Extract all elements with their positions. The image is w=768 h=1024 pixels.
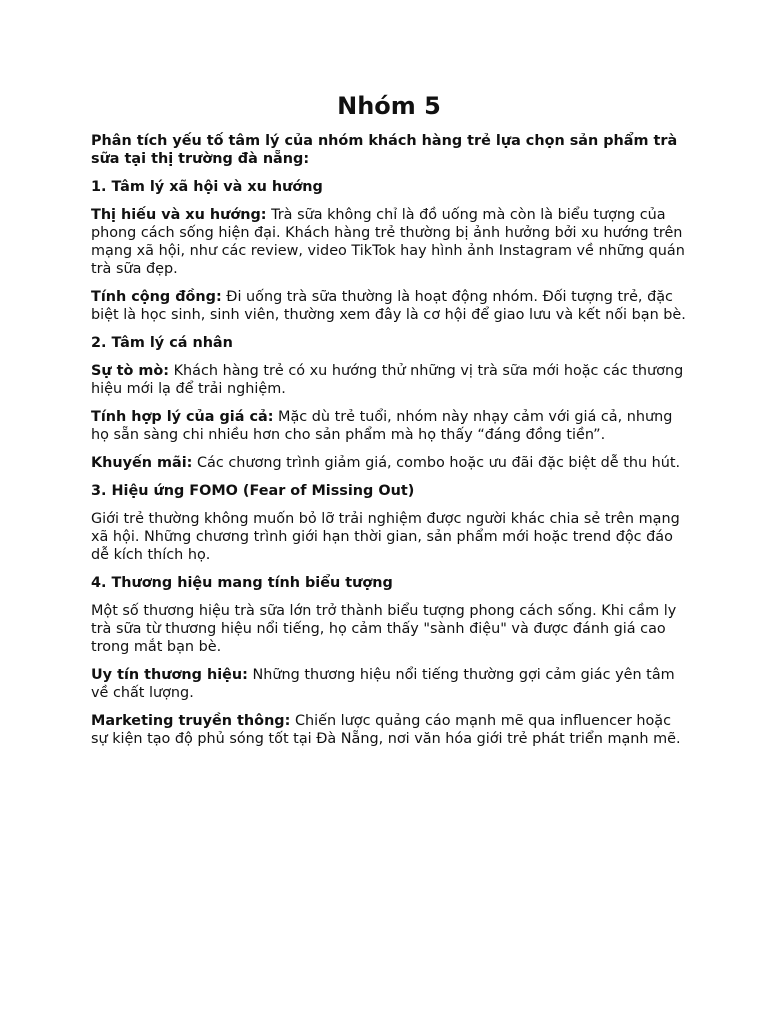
paragraph-text: Một số thương hiệu trà sữa lớn trở thành biểu tượng phong cách sống. Khi cầm ly trà sữa từ thương hiệu nổi tiếng, họ cảm thấy "sành điệu" và được đánh giá cao trong mắt bạn bè. xyxy=(91,603,677,655)
paragraph-text: Đi uống trà sữa thường là hoạt động nhóm. Đối tượng trẻ, đặc biệt là học sinh, sinh viên, thường xem đây là cơ hội để giao lưu và kết nối bạn bè. xyxy=(91,289,686,323)
section-fomo-effect xyxy=(91,482,691,564)
paragraph-term: Tính cộng đồng: xyxy=(91,289,222,305)
paragraph-text: Chiến lược quảng cáo mạnh mẽ qua influencer hoặc sự kiện tạo độ phủ sóng tốt tại Đà Nẵng, nơi văn hóa giới trẻ phát triển mạnh mẽ. xyxy=(91,713,681,747)
paragraph-text: Khách hàng trẻ có xu hướng thử những vị trà sữa mới hoặc các thương hiệu mới lạ để trải nghiệm. xyxy=(91,363,684,397)
paragraph xyxy=(91,206,691,278)
paragraph xyxy=(91,362,691,398)
section-personal-psychology xyxy=(91,334,691,472)
section-social-psychology xyxy=(91,178,691,324)
paragraph-text: Các chương trình giảm giá, combo hoặc ưu đãi đặc biệt dễ thu hút. xyxy=(192,455,681,471)
section-heading: 2. Tâm lý cá nhân xyxy=(91,335,233,351)
document-title: Nhóm 5 xyxy=(337,92,441,120)
paragraph-term: Thị hiếu và xu hướng: xyxy=(91,207,267,223)
section-heading: 1. Tâm lý xã hội và xu hướng xyxy=(91,179,323,195)
paragraph-term: Tính hợp lý của giá cả: xyxy=(91,409,274,425)
paragraph-term: Marketing truyền thông: xyxy=(91,713,291,729)
paragraph-term: Sự tò mò: xyxy=(91,363,170,379)
paragraph xyxy=(91,602,691,656)
paragraph-text: Mặc dù trẻ tuổi, nhóm này nhạy cảm với giá cả, nhưng họ sẵn sàng chi nhiều hơn cho sản phẩm mà họ thấy “đáng đồng tiền”. xyxy=(91,409,673,443)
paragraph xyxy=(91,454,691,472)
paragraph xyxy=(91,288,691,324)
paragraph-text: Giới trẻ thường không muốn bỏ lỡ trải nghiệm được người khác chia sẻ trên mạng xã hội. Những chương trình giới hạn thời gian, sản phẩm mới hoặc trend độc đáo dễ kích thích họ. xyxy=(91,511,680,563)
paragraph xyxy=(91,408,691,444)
paragraph xyxy=(91,510,691,564)
section-heading: 4. Thương hiệu mang tính biểu tượng xyxy=(91,575,393,591)
document-page xyxy=(91,88,691,758)
paragraph xyxy=(91,666,691,702)
section-heading: 3. Hiệu ứng FOMO (Fear of Missing Out) xyxy=(91,483,415,499)
paragraph-term: Khuyến mãi: xyxy=(91,455,193,471)
paragraph-text: Những thương hiệu nổi tiếng thường gợi cảm giác yên tâm về chất lượng. xyxy=(91,667,675,701)
paragraph-text: Trà sữa không chỉ là đồ uống mà còn là biểu tượng của phong cách sống hiện đại. Khách hàng trẻ thường bị ảnh hưởng bởi xu hướng trên mạng xã hội, như các review, video TikTok hay hình ảnh Instagram về những quán trà sữa đẹp. xyxy=(91,207,685,277)
document-intro: Phân tích yếu tố tâm lý của nhóm khách hàng trẻ lựa chọn sản phẩm trà sữa tại thị trường đà nẵng: xyxy=(91,133,678,167)
section-iconic-brand xyxy=(91,574,691,748)
paragraph xyxy=(91,712,691,748)
paragraph-term: Uy tín thương hiệu: xyxy=(91,667,248,683)
